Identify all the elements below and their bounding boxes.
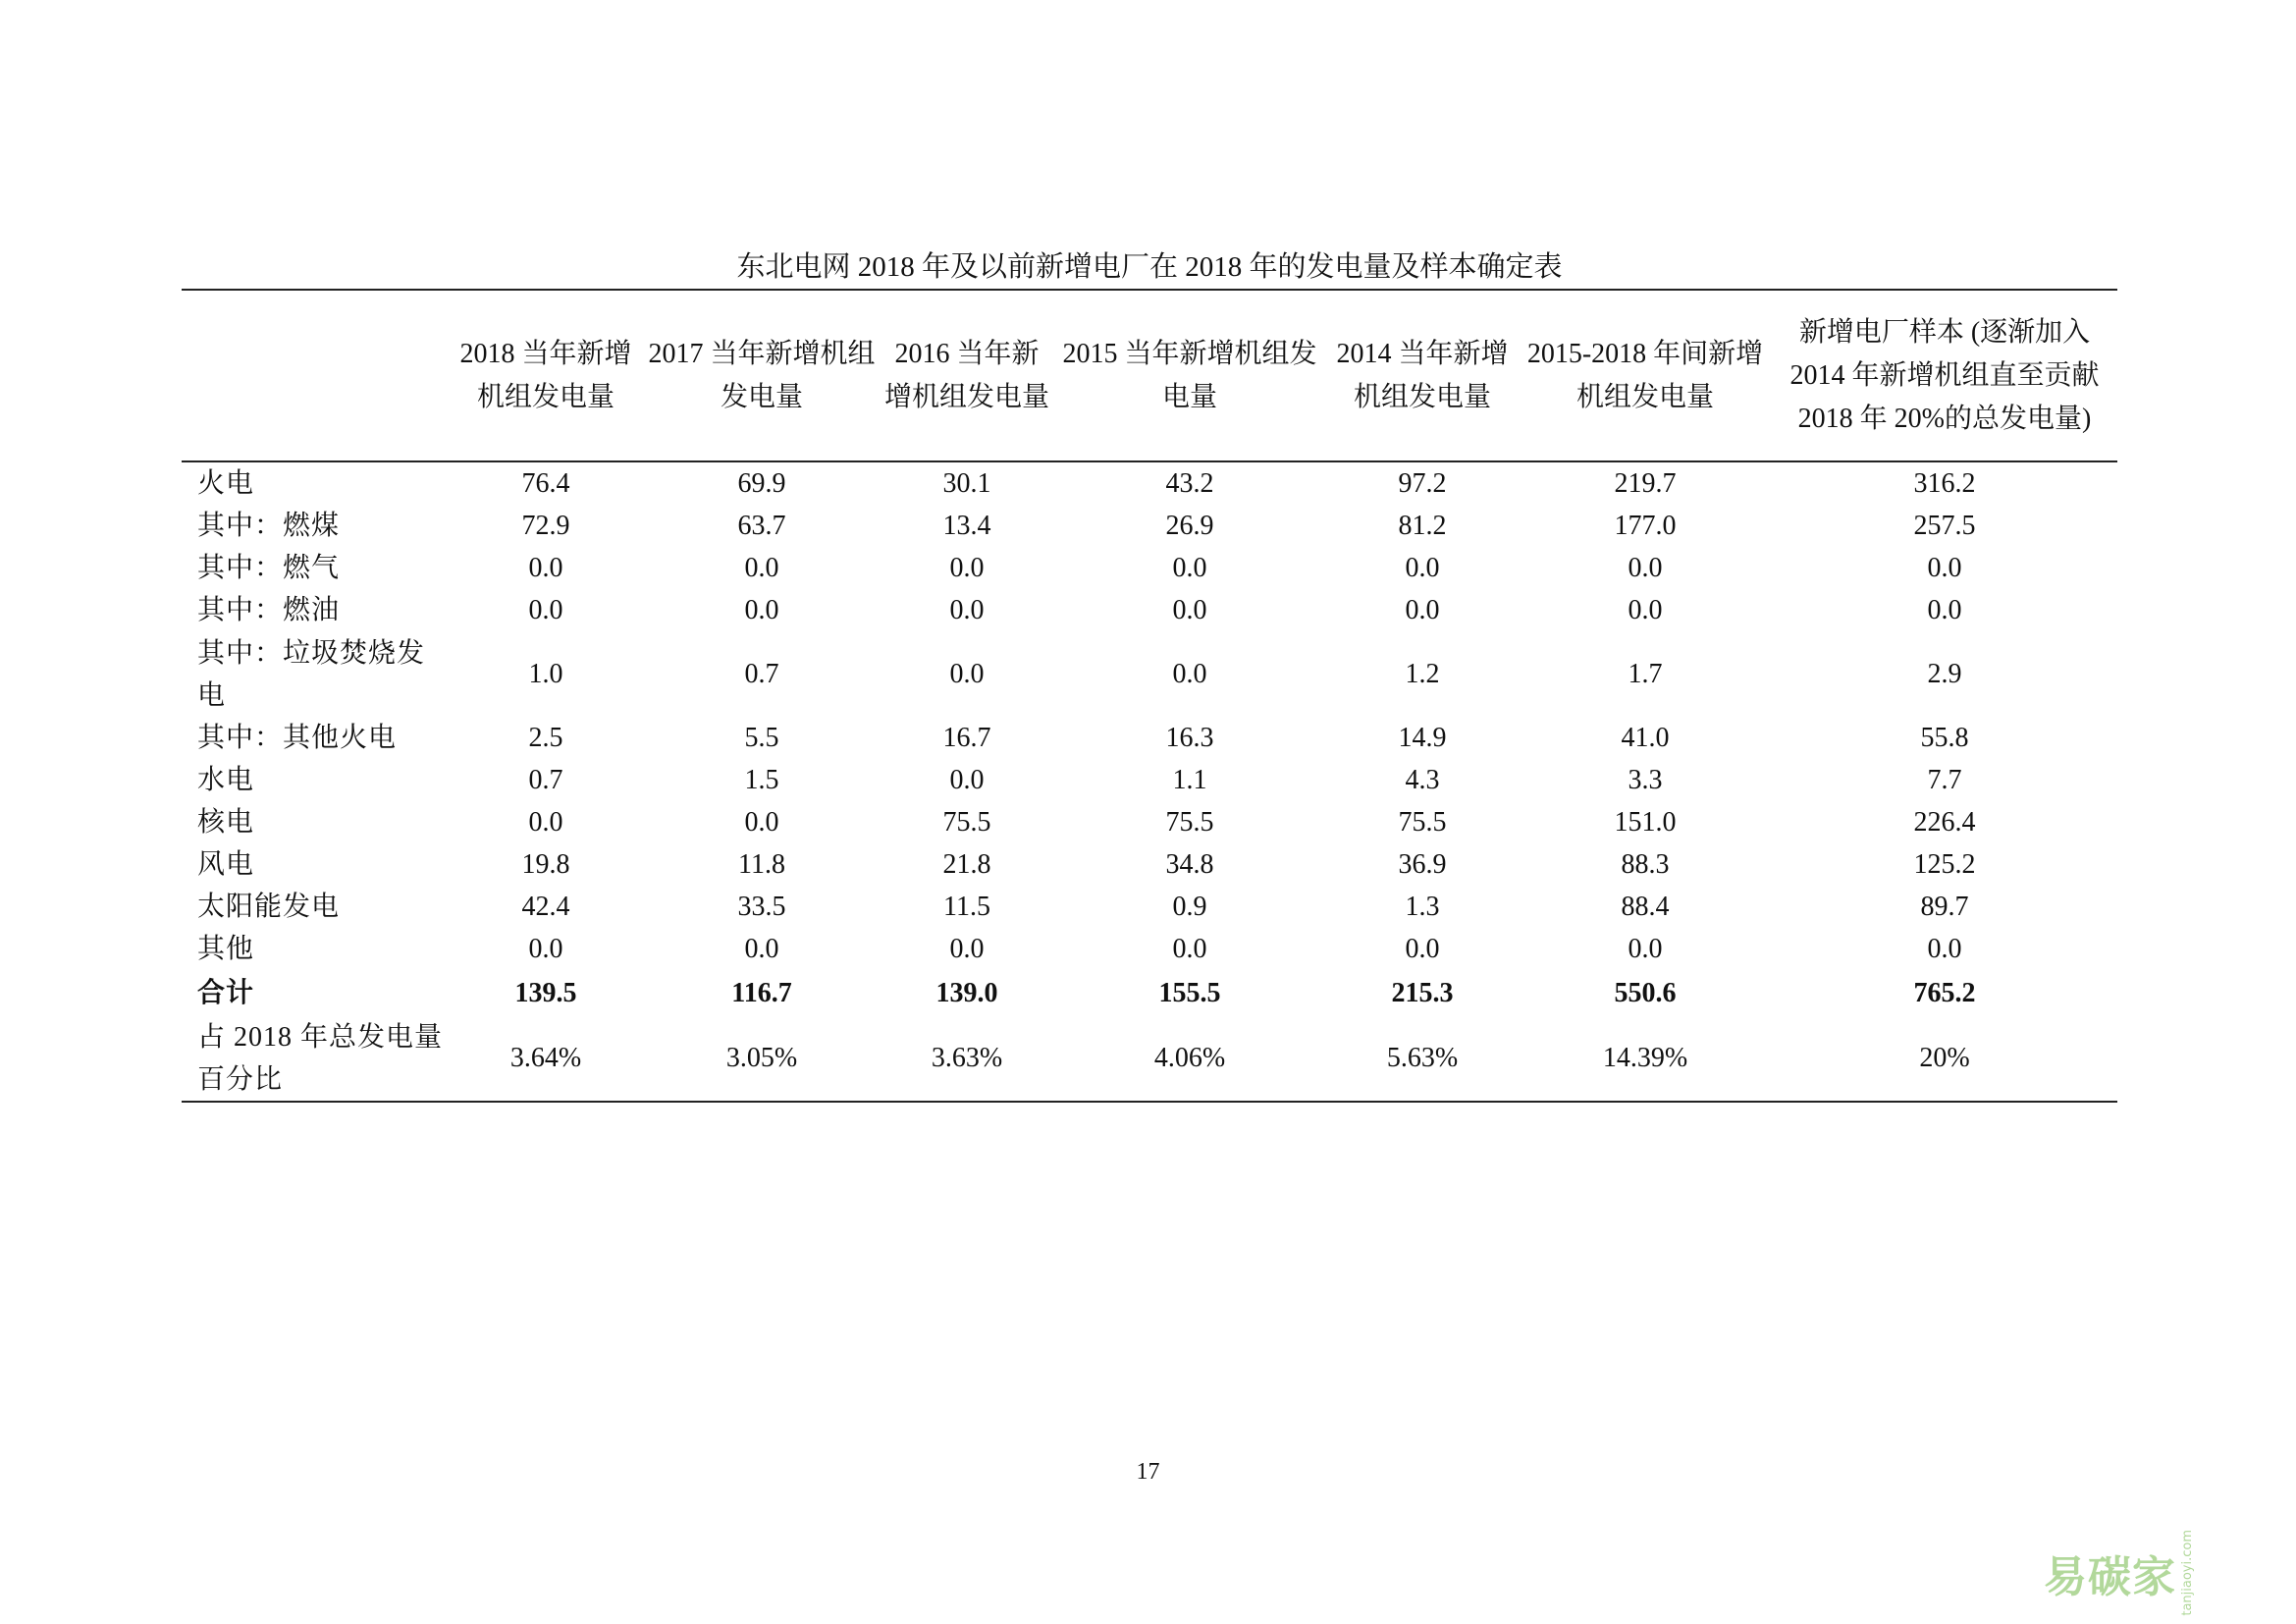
table-cell: 316.2	[1913, 468, 1976, 499]
table-row	[182, 505, 2117, 547]
table-row	[182, 759, 2117, 801]
table-cell: 550.6	[1614, 977, 1677, 1008]
table-cell: 0.0	[1172, 934, 1207, 964]
table-cell: 0.0	[744, 934, 779, 964]
table-cell: 1.5	[744, 765, 779, 795]
row-label: 水电	[197, 765, 255, 795]
table-cell: 0.0	[528, 595, 563, 625]
table-cell: 81.2	[1398, 511, 1447, 541]
table-cell: 0.0	[744, 595, 779, 625]
table-row	[182, 801, 2117, 843]
table-cell: 55.8	[1920, 723, 1969, 753]
table-cell: 42.4	[521, 892, 570, 922]
table-cell: 63.7	[737, 511, 786, 541]
table-cell: 0.0	[1927, 553, 1962, 583]
table-cell: 4.06%	[1053, 1015, 1326, 1102]
table-cell: 0.0	[528, 934, 563, 964]
watermark-text: 易碳家	[2044, 1552, 2176, 1602]
header-cell-2014: 2014 当年新增机组发电量	[1326, 290, 1519, 461]
table-cell: 30.1	[942, 468, 991, 499]
table-cell: 0.0	[1172, 595, 1207, 625]
table-cell: 0.0	[1927, 595, 1962, 625]
table-cell: 16.7	[942, 723, 991, 753]
table-cell: 72.9	[521, 511, 570, 541]
table-cell: 0.0	[949, 553, 985, 583]
table-row	[182, 843, 2117, 886]
table-cell: 97.2	[1398, 468, 1447, 499]
row-label: 其他	[197, 934, 255, 964]
table-cell: 4.3	[1405, 765, 1440, 795]
table-cell: 0.0	[949, 659, 985, 689]
table-cell: 1.3	[1405, 892, 1440, 922]
header-cell-sample: 新增电厂样本 (逐渐加入 2014 年新增机组直至贡献 2018 年 20%的总发电量)	[1772, 290, 2117, 461]
row-label: 其中：垃圾焚烧发电	[197, 637, 426, 711]
row-label: 其中：燃煤	[197, 511, 341, 541]
table-cell: 1.1	[1172, 765, 1207, 795]
table-cell: 3.05%	[643, 1015, 881, 1102]
row-label: 其中：燃油	[197, 595, 341, 625]
table-cell: 177.0	[1614, 511, 1677, 541]
table-cell: 0.0	[949, 765, 985, 795]
table-cell: 69.9	[737, 468, 786, 499]
table-cell: 13.4	[942, 511, 991, 541]
header-cell-2016: 2016 当年新增机组发电量	[881, 290, 1053, 461]
table-cell: 155.5	[1158, 977, 1221, 1008]
table-row-percentage	[182, 1015, 2117, 1102]
table-cell: 33.5	[737, 892, 786, 922]
table-cell: 0.0	[1405, 934, 1440, 964]
table-cell: 89.7	[1920, 892, 1969, 922]
table-cell: 26.9	[1165, 511, 1214, 541]
row-label: 太阳能发电	[197, 892, 341, 922]
table-row	[182, 631, 2117, 717]
table-cell: 75.5	[1165, 807, 1214, 838]
table-cell: 76.4	[521, 468, 570, 499]
table-cell: 139.5	[514, 977, 577, 1008]
table-cell: 0.7	[744, 659, 779, 689]
table-cell: 116.7	[731, 977, 792, 1008]
table-cell: 5.63%	[1326, 1015, 1519, 1102]
table-cell: 139.0	[935, 977, 998, 1008]
table-row-total	[182, 970, 2117, 1015]
table-cell: 0.0	[1405, 553, 1440, 583]
header-cell-2018: 2018 当年新增机组发电量	[449, 290, 643, 461]
table-cell: 3.64%	[449, 1015, 643, 1102]
table-cell: 34.8	[1165, 849, 1214, 880]
table-cell: 0.0	[1405, 595, 1440, 625]
table-cell: 219.7	[1614, 468, 1677, 499]
table-cell: 1.7	[1628, 659, 1663, 689]
table-cell: 14.9	[1398, 723, 1447, 753]
table-row	[182, 589, 2117, 631]
table-cell: 2.9	[1927, 659, 1962, 689]
table-cell: 0.7	[528, 765, 563, 795]
row-label: 火电	[197, 468, 255, 499]
table-cell: 0.0	[744, 807, 779, 838]
table-cell: 21.8	[942, 849, 991, 880]
header-cell-2017: 2017 当年新增机组发电量	[643, 290, 881, 461]
table-cell: 765.2	[1913, 977, 1976, 1008]
table-cell: 215.3	[1391, 977, 1454, 1008]
table-cell: 0.0	[1172, 659, 1207, 689]
table-cell: 257.5	[1913, 511, 1976, 541]
table-cell: 0.0	[1628, 934, 1663, 964]
table-cell: 0.0	[949, 934, 985, 964]
table-caption: 东北电网 2018 年及以前新增电厂在 2018 年的发电量及样本确定表	[736, 251, 1563, 283]
row-label: 其中：燃气	[197, 553, 341, 583]
table-cell: 11.5	[943, 892, 990, 922]
header-cell-2015: 2015 当年新增机组发电量	[1053, 290, 1326, 461]
table-cell: 0.0	[1172, 553, 1207, 583]
table-row	[182, 461, 2117, 505]
table-cell: 88.3	[1621, 849, 1670, 880]
table-cell: 0.0	[1628, 553, 1663, 583]
header-cell-label	[182, 290, 449, 461]
table-cell: 19.8	[521, 849, 570, 880]
table-cell: 226.4	[1913, 807, 1976, 838]
table-cell: 1.0	[528, 659, 563, 689]
table-cell: 41.0	[1621, 723, 1670, 753]
table-cell: 0.0	[528, 553, 563, 583]
table-header-row	[182, 290, 2117, 461]
table-cell: 36.9	[1398, 849, 1447, 880]
table-cell: 2.5	[528, 723, 563, 753]
table-row	[182, 886, 2117, 928]
table-cell: 75.5	[1398, 807, 1447, 838]
table-cell: 0.0	[949, 595, 985, 625]
table-cell: 151.0	[1614, 807, 1677, 838]
table-cell: 0.0	[528, 807, 563, 838]
table-cell: 0.9	[1172, 892, 1207, 922]
table-cell: 16.3	[1165, 723, 1214, 753]
row-label: 合计	[197, 977, 255, 1008]
table-row	[182, 547, 2117, 589]
page-number: 17	[1136, 1459, 1160, 1485]
row-label: 占 2018 年总发电量百分比	[182, 1015, 449, 1102]
table-cell: 7.7	[1927, 765, 1962, 795]
table-cell: 1.2	[1405, 659, 1440, 689]
table-cell: 14.39%	[1519, 1015, 1772, 1102]
header-cell-2015-2018: 2015-2018 年间新增机组发电量	[1519, 290, 1772, 461]
row-label: 风电	[197, 849, 255, 880]
table-cell: 75.5	[942, 807, 991, 838]
table-cell: 3.63%	[881, 1015, 1053, 1102]
row-label: 核电	[197, 807, 255, 838]
table-cell: 3.3	[1628, 765, 1663, 795]
table-row	[182, 717, 2117, 759]
row-label: 其中：其他火电	[197, 723, 398, 753]
table-cell: 0.0	[1927, 934, 1962, 964]
table-cell: 0.0	[1628, 595, 1663, 625]
table-cell: 11.8	[738, 849, 785, 880]
table-cell: 125.2	[1913, 849, 1976, 880]
table-cell: 43.2	[1165, 468, 1214, 499]
table-cell: 0.0	[744, 553, 779, 583]
generation-table	[182, 289, 2117, 1103]
watermark-logo	[2044, 1530, 2195, 1616]
watermark-domain: tanjiaoyi.com	[2180, 1530, 2195, 1616]
table-row	[182, 928, 2117, 970]
table-cell: 20%	[1772, 1015, 2117, 1102]
table-cell: 5.5	[744, 723, 779, 753]
table-cell: 88.4	[1621, 892, 1670, 922]
